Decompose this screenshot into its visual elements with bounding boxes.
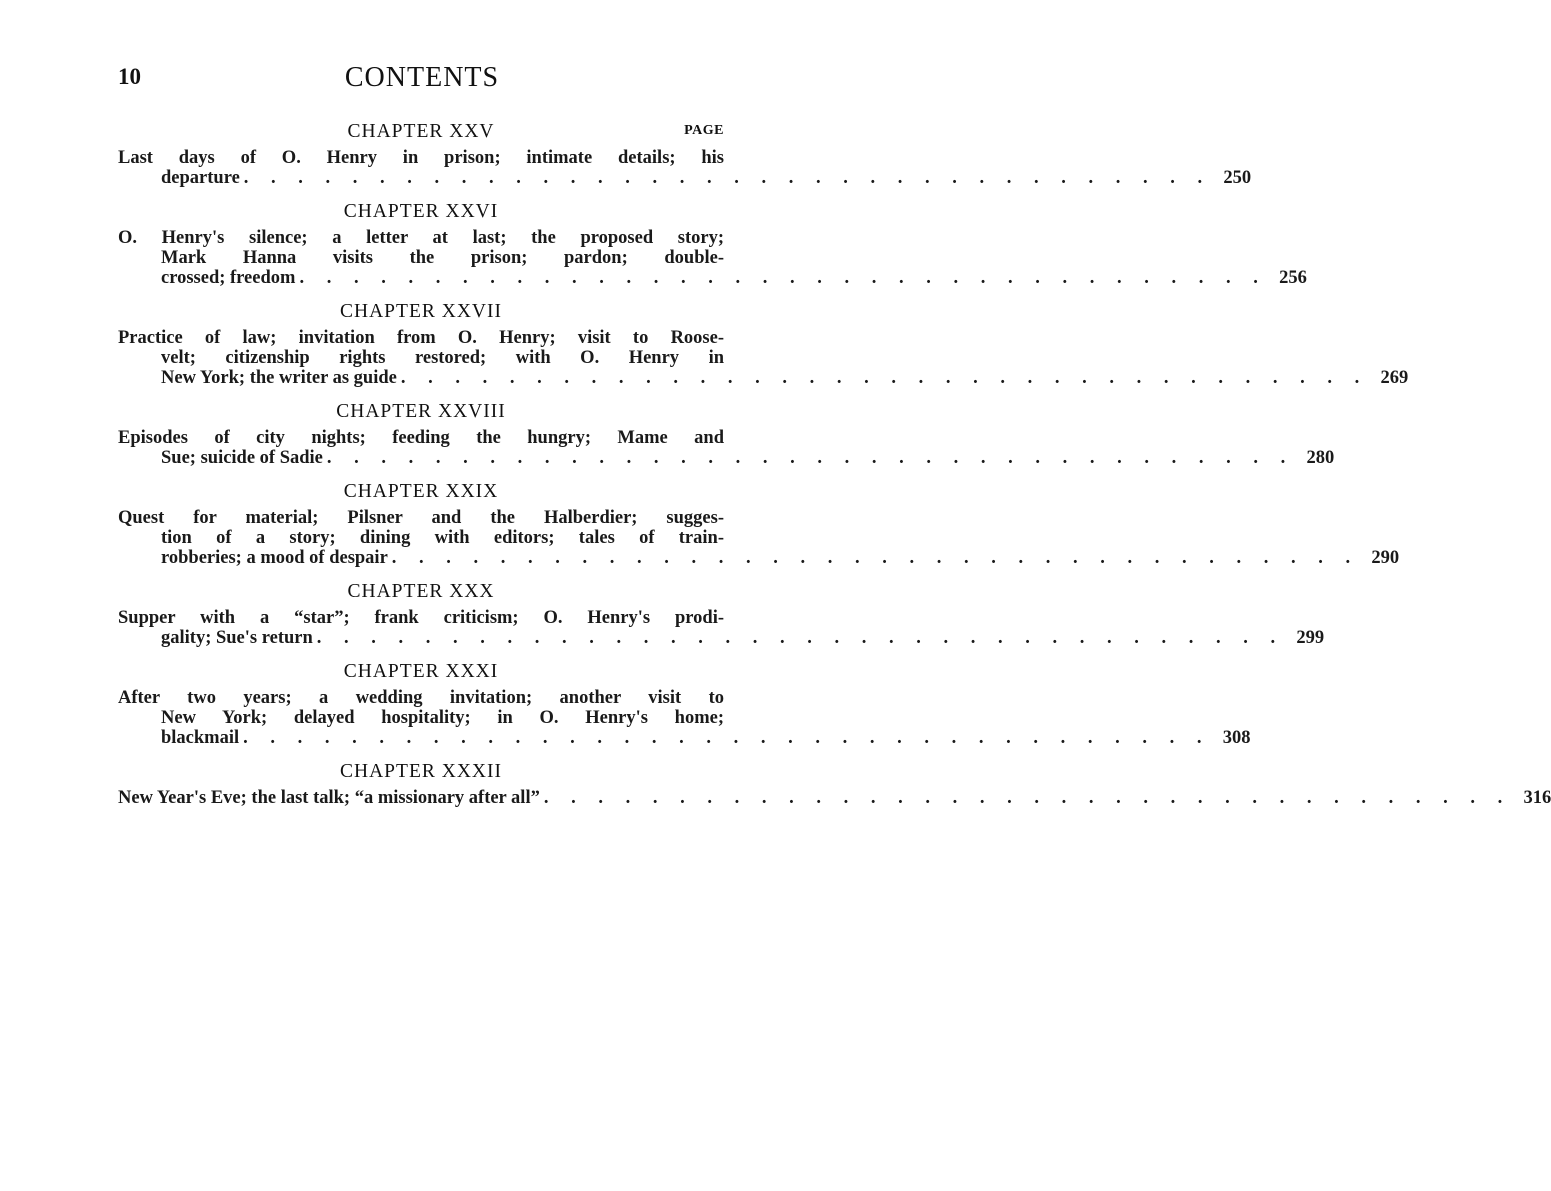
chapter-entry: [118, 478, 1400, 568]
page-reference: 299: [1296, 628, 1325, 648]
summary-last-line: [118, 788, 1551, 808]
dot-leader: . . . . . . . . . . . . . . . . . . . . . . . . . . . . . . . . . . . .: [400, 368, 1369, 388]
summary-last-line: [118, 628, 1325, 648]
chapter-entry: [118, 398, 1335, 468]
summary-line: [118, 508, 724, 528]
dot-leader: . . . . . . . . . . . . . . . . . . . . . . . . . . . . . . . . . . . .: [391, 548, 1360, 568]
page-header: [0, 62, 840, 102]
chapter-summary: [118, 228, 1307, 288]
chapter-summary: [118, 328, 1409, 388]
chapter-summary: [118, 428, 1335, 468]
summary-last-line: [118, 168, 1252, 188]
summary-last-line: [118, 548, 1400, 568]
summary-last-line: [118, 368, 1409, 388]
summary-text: Sue; suicide of Sadie: [161, 448, 323, 468]
summary-line: [118, 528, 724, 548]
summary-text: After two years; a wedding invitation; another visit to: [118, 688, 724, 708]
chapter-heading: CHAPTER XXX: [347, 581, 495, 602]
summary-text: New Year's Eve; the last talk; “a missionary after all”: [118, 788, 540, 808]
summary-line: [118, 708, 724, 728]
summary-text: tion of a story; dining with editors; tales of train-: [161, 528, 724, 548]
page-reference: 316: [1523, 788, 1551, 808]
chapter-entry: [118, 298, 1409, 388]
summary-text: New York; the writer as guide: [161, 368, 397, 388]
summary-text: Last days of O. Henry in prison; intimate details; his: [118, 148, 724, 168]
summary-line: [118, 428, 724, 448]
summary-line: [118, 688, 724, 708]
dot-leader: . . . . . . . . . . . . . . . . . . . . . . . . . . . . . . . . . . . .: [243, 728, 1211, 748]
chapter-entry: [118, 578, 1325, 648]
summary-text: velt; citizenship rights restored; with O. Henry in: [161, 348, 724, 368]
summary-last-line: [118, 728, 1251, 748]
summary-line: [118, 228, 724, 248]
summary-line: [118, 608, 724, 628]
chapter-heading: CHAPTER XXIX: [343, 481, 499, 502]
table-of-contents: [118, 118, 1551, 818]
chapter-heading: CHAPTER XXVI: [343, 201, 499, 222]
chapter-heading: CHAPTER XXVIII: [336, 401, 506, 422]
dot-leader: . . . . . . . . . . . . . . . . . . . . . . . . . . . . . . . . . . . .: [243, 168, 1212, 188]
page-reference: 269: [1380, 368, 1409, 388]
summary-text: crossed; freedom: [161, 268, 296, 288]
chapter-entry: [118, 118, 1252, 188]
chapter-summary: [118, 788, 1551, 808]
chapter-entry: [118, 758, 1551, 808]
summary-last-line: [118, 268, 1307, 288]
chapter-summary: [118, 508, 1400, 568]
summary-text: O. Henry's silence; a letter at last; the proposed story;: [118, 228, 724, 248]
summary-line: [118, 148, 724, 168]
chapter-heading: CHAPTER XXV: [347, 121, 495, 142]
page-reference: 256: [1279, 268, 1307, 288]
page-reference: 280: [1306, 448, 1335, 468]
page-reference: 290: [1371, 548, 1400, 568]
summary-text: Episodes of city nights; feeding the hungry; Mame and: [118, 428, 724, 448]
chapter-entry: [118, 198, 1307, 288]
summary-text: Mark Hanna visits the prison; pardon; double-: [161, 248, 724, 268]
chapter-summary: [118, 148, 1252, 188]
summary-text: New York; delayed hospitality; in O. Henry's home;: [161, 708, 724, 728]
summary-last-line: [118, 448, 1335, 468]
chapter-summary: [118, 608, 1325, 648]
page-column-label: PAGE: [684, 123, 724, 138]
summary-text: Quest for material; Pilsner and the Halberdier; sugges-: [118, 508, 724, 528]
page-reference: 250: [1223, 168, 1252, 188]
chapter-heading: CHAPTER XXVII: [340, 301, 502, 322]
page-number: 10: [118, 64, 141, 89]
dot-leader: . . . . . . . . . . . . . . . . . . . . . . . . . . . . . . . . . . . .: [543, 788, 1512, 808]
chapter-entry: [118, 658, 1251, 748]
summary-text: robberies; a mood of despair: [161, 548, 388, 568]
dot-leader: . . . . . . . . . . . . . . . . . . . . . . . . . . . . . . . . . . . .: [316, 628, 1285, 648]
summary-text: Practice of law; invitation from O. Henry; visit to Roose-: [118, 328, 724, 348]
summary-text: blackmail: [161, 728, 240, 748]
chapter-heading: CHAPTER XXXII: [340, 761, 502, 782]
summary-text: Supper with a “star”; frank criticism; O. Henry's prodi-: [118, 608, 724, 628]
summary-line: [118, 248, 724, 268]
page-title: CONTENTS: [344, 62, 500, 93]
dot-leader: . . . . . . . . . . . . . . . . . . . . . . . . . . . . . . . . . . . .: [326, 448, 1295, 468]
chapter-heading: CHAPTER XXXI: [343, 661, 499, 682]
summary-text: gality; Sue's return: [161, 628, 313, 648]
dot-leader: . . . . . . . . . . . . . . . . . . . . . . . . . . . . . . . . . . . .: [299, 268, 1267, 288]
summary-line: [118, 328, 724, 348]
summary-line: [118, 348, 724, 368]
chapter-summary: [118, 688, 1251, 748]
summary-text: departure: [161, 168, 240, 188]
chapter-list: [118, 118, 1551, 808]
page-reference: 308: [1222, 728, 1251, 748]
